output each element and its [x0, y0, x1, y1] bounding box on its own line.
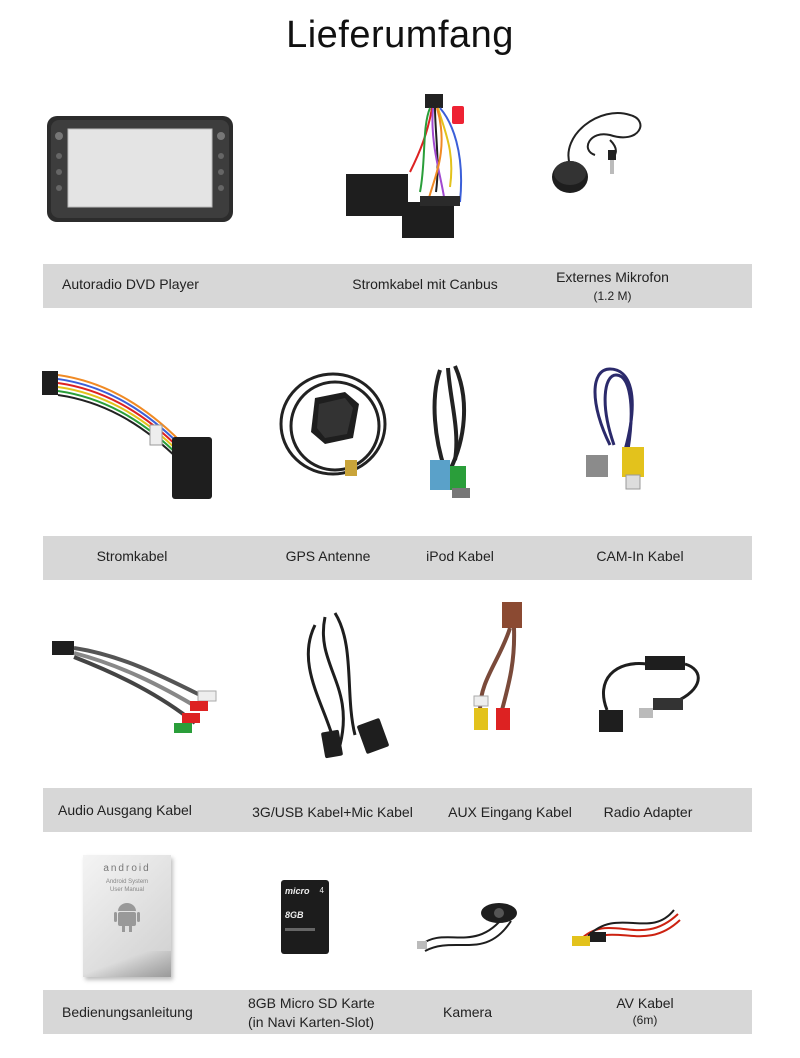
item-label: Stromkabel [96, 548, 168, 564]
item-label: Audio Ausgang Kabel [58, 802, 192, 818]
manual-brand: android [103, 863, 151, 874]
manual-booklet-icon [83, 855, 171, 977]
card-class: 4 [319, 886, 324, 895]
microsd-card-icon [281, 880, 329, 954]
item-label: iPod Kabel [426, 548, 494, 564]
item-label: Kamera [442, 1004, 493, 1020]
item-sublabel: (6m) [632, 1013, 658, 1027]
power-cable-icon [40, 365, 220, 505]
usb-mic-cable-icon [295, 605, 395, 765]
manual-line1: Android System [105, 879, 149, 885]
aux-input-cable-icon [460, 600, 540, 750]
manual-line2: User Manual [109, 887, 144, 893]
item-label: Stromkabel mit Canbus [352, 276, 498, 292]
cam-in-cable-icon [580, 365, 660, 495]
item-sublabel: (in Navi Karten-Slot) [248, 1014, 375, 1030]
gps-antenna-icon [275, 360, 395, 490]
ipod-cable-icon [420, 360, 490, 500]
item-label: AUX Eingang Kabel [448, 804, 572, 820]
item-label: Externes Mikrofon [556, 269, 669, 285]
item-label: AV Kabel [616, 995, 674, 1011]
item-label: GPS Antenne [285, 548, 371, 564]
av-cable-icon [570, 900, 685, 960]
audio-output-cable-icon [50, 635, 225, 745]
page-title: Lieferumfang [286, 14, 514, 56]
radio-adapter-icon [595, 650, 705, 740]
item-label: 8GB Micro SD Karte [248, 995, 375, 1011]
camera-icon [415, 895, 525, 965]
power-cable-canbus-icon [340, 92, 500, 242]
card-brand: micro [285, 886, 310, 896]
card-size: 8GB [285, 910, 304, 920]
microphone-icon [540, 95, 660, 205]
item-label: 3G/USB Kabel+Mic Kabel [252, 804, 413, 820]
item-label: Bedienungsanleitung [62, 1004, 193, 1020]
car-radio-dvd-icon [45, 112, 235, 227]
item-label: Radio Adapter [603, 804, 693, 820]
item-sublabel: (1.2 M) [593, 289, 632, 303]
item-label: Autoradio DVD Player [62, 276, 199, 292]
item-label: CAM-In Kabel [596, 548, 684, 564]
android-robot-icon [113, 901, 141, 933]
